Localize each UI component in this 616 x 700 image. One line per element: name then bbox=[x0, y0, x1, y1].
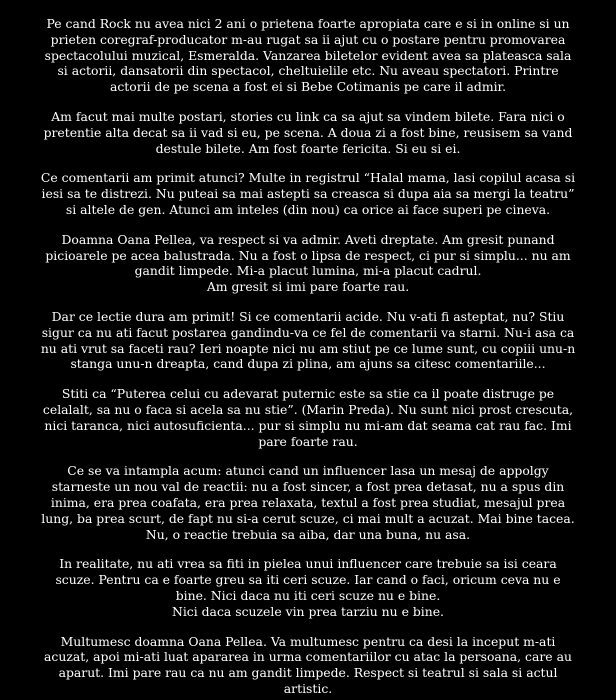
paragraph-1: Pe cand Rock nu avea nici 2 ani o prietena foarte apropiata care e si in online si un prieten coregraf-producator m-au rugat sa ii ajut cu o postare pentru promovarea spectacolului muzical, Esmeralda. Vanzarea biletelor evident avea sa plateasca sala si actorii, dansatorii din spectacol, cheltuielile etc. Nu aveau spectatori. Printre actorii de pe scena a fost ei si Bebe Cotimanis pe care il admir. bbox=[44, 16, 572, 95]
paragraph-7: Ce se va intampla acum: atunci cand un influencer lasa un mesaj de appolgy starneste un nou val de reactii: nu a fost sincer, a fost prea detasat, nu a spus din inima, era prea coafata, era prea relaxata, textul a fost prea studiat, mesajul prea lung, ba prea scurt, de fapt nu si-a cerut scuze, ci mai mult a acuzat. Mai bine tacea. Nu, o reactie trebuia sa aiba, dar una buna, nu asa. bbox=[41, 463, 575, 542]
paragraph-9: Multumesc doamna Oana Pellea. Va multumesc pentru ca desi la inceput m-ati acuzat, apoi mi-ati luat apararea in urma comentariilor cu atac la persoana, care au aparut. Imi pare rau ca nu am gandit limpede. Respect si teatrul si sala si actul artistic. bbox=[44, 633, 572, 696]
paragraph-8: In realitate, nu ati vrea sa fiti in pielea unui influencer care trebuie sa isi ceara scuze. Pentru ca e foarte greu sa iti ceri scuze. Iar cand o faci, oricum ceva nu e bine. Nici daca nu iti ceri scuze nu e bine. Nici daca scuzele vin prea tarziu nu e bine. bbox=[55, 556, 561, 619]
paragraph-2: Am facut mai multe postari, stories cu link ca sa ajut sa vindem bilete. Fara nici o pretentie alta decat sa ii vad si eu, pe scena. A doua zi a fost bine, reusisem sa vand destule bilete. Am fost foarte fericita. Si eu si ei. bbox=[43, 108, 573, 156]
paragraph-6: Stiti ca “Puterea celui cu adevarat puternic este sa stie ca il poate distruge pe celalalt, sa nu o faca si acela sa nu stie”. (Marin Preda). Nu sunt nici prost crescuta, nici taranca, nici autosuficienta... pur si simplu nu mi-am dat seama cat rau fac. Imi pare foarte rau. bbox=[42, 386, 574, 449]
paragraph-4: Doamna Oana Pellea, va respect si va admir. Aveti dreptate. Am gresit punand picioarele pe acea balustrada. Nu a fost o lipsa de respect, ci pur si simplu... nu am gandit limpede. Mi-a placut lumina, mi-a placut cadrul. Am gresit si imi pare foarte rau. bbox=[45, 231, 571, 295]
paragraph-3: Ce comentarii am primit atunci? Multe in registrul “Halal mama, lasi copilul acasa si iesi sa te distrezi. Nu puteai sa mai astepti sa creasca si dupa aia sa mergi la teatru” si altele de gen. Atunci am inteles (din nou) ca orice ai face superi pe cineva. bbox=[40, 170, 576, 217]
paragraph-5: Dar ce lectie dura am primit! Si ce comentarii acide. Nu v-ati fi asteptat, nu? Stiu sigur ca nu ati facut postarea gandindu-va ce fel de comentarii va starni. Nu-i asa ca nu ati vrut sa faceti rau? Ieri noapte nici nu am stiut pe ce lume sunt, cu copiii unu-n stanga unu-n dreapta, cand dupa zi plina, am ajuns sa citesc comentariile... bbox=[40, 308, 576, 372]
